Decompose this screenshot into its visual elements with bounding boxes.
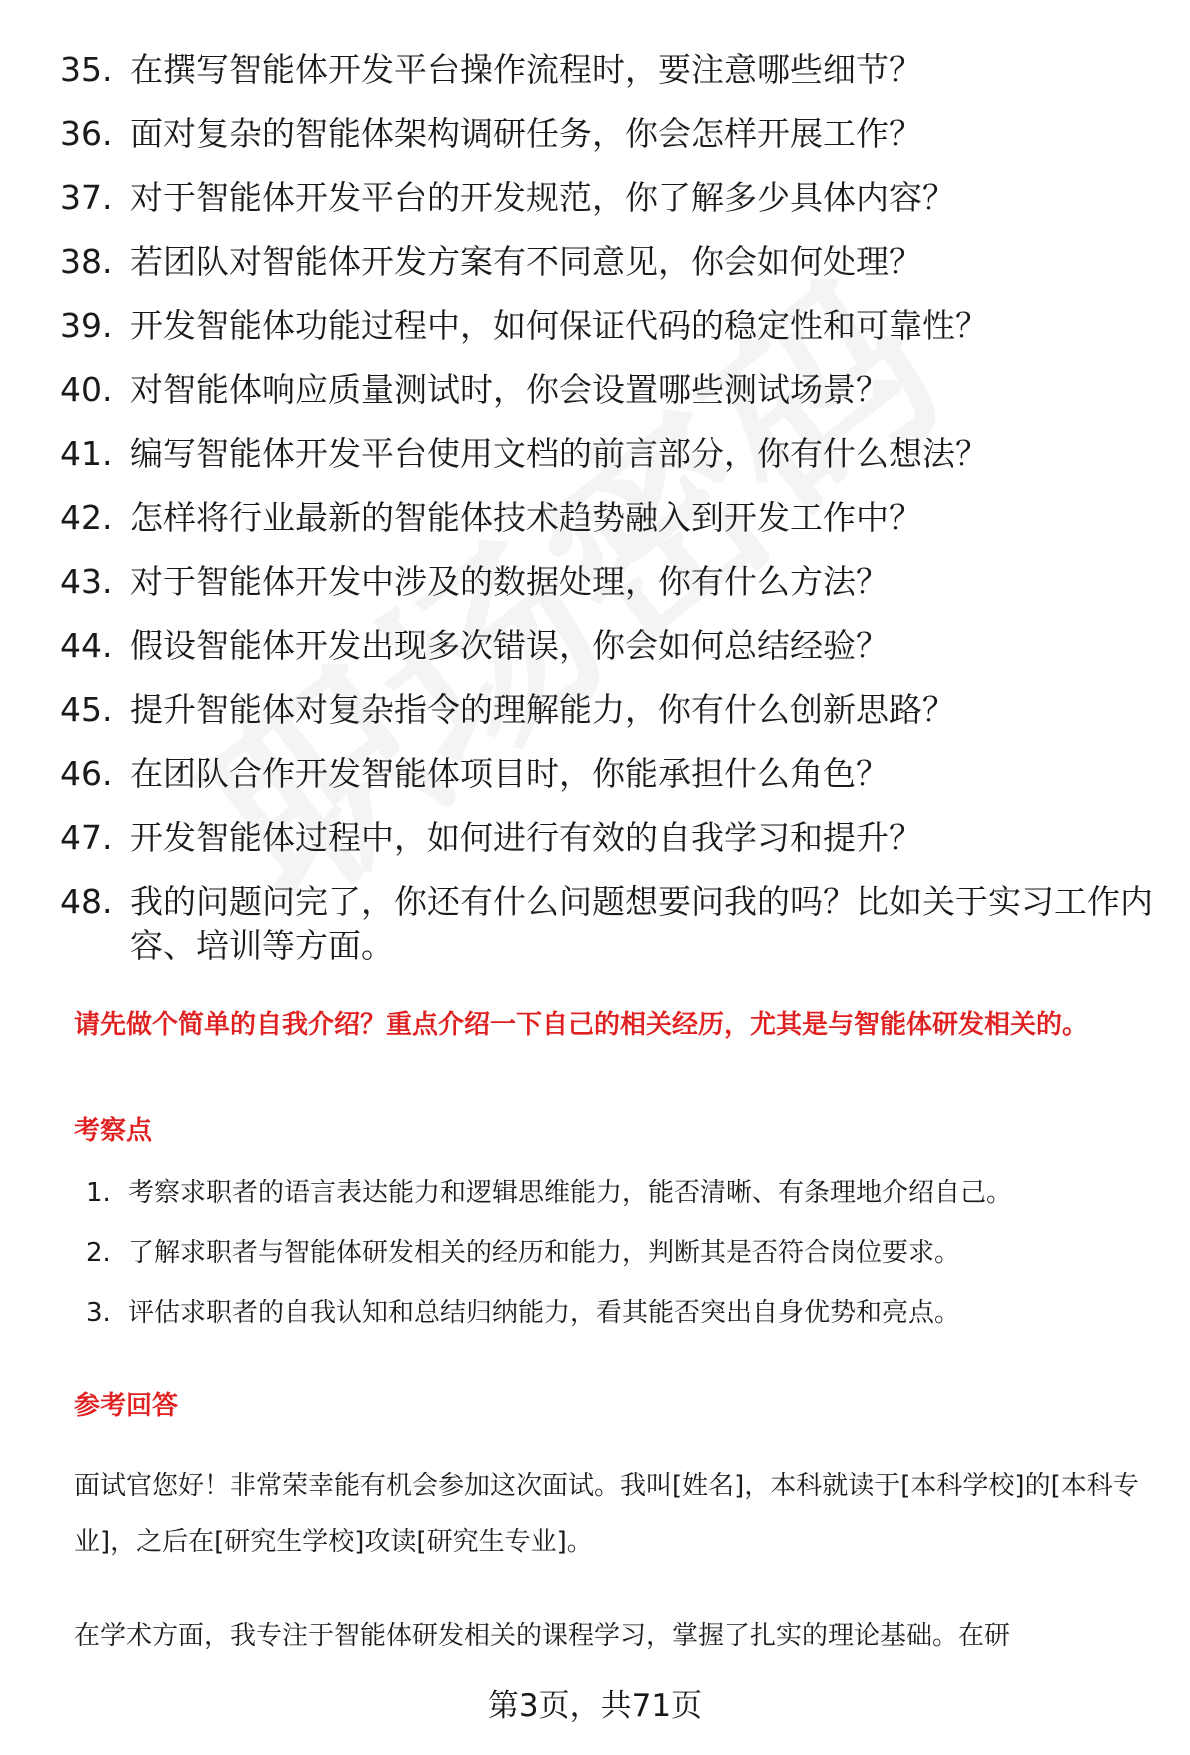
item-number: 45. (60, 690, 113, 729)
list-item (60, 176, 1160, 220)
list-item (60, 688, 1160, 732)
list-item (60, 304, 1160, 348)
item-text: 对于智能体开发平台的开发规范，你了解多少具体内容？ (130, 178, 955, 217)
item-text: 提升智能体对复杂指令的理解能力，你有什么创新思路？ (130, 690, 955, 729)
item-number: 42. (60, 498, 113, 537)
item-text: 编写智能体开发平台使用文档的前言部分，你有什么想法？ (130, 434, 988, 473)
item-text: 对智能体响应质量测试时，你会设置哪些测试场景？ (130, 370, 889, 409)
question-heading: 请先做个简单的自我介绍？重点介绍一下自己的相关经历，尤其是与智能体研发相关的。 (74, 1010, 1089, 1040)
item-number: 47. (60, 818, 113, 857)
item-number: 39. (60, 306, 113, 345)
points-label: 考察点 (74, 1116, 153, 1146)
page-footer: 第3页，共71页 (487, 1688, 703, 1724)
item-text: 怎样将行业最新的智能体技术趋势融入到开发工作中？ (130, 498, 922, 537)
item-number: 3. (86, 1298, 111, 1328)
item-number: 40. (60, 370, 113, 409)
item-number: 36. (60, 114, 113, 153)
list-item (60, 368, 1160, 412)
item-text: 开发智能体功能过程中，如何保证代码的稳定性和可靠性？ (130, 306, 988, 345)
question-list (60, 48, 1160, 988)
item-text: 在撰写智能体开发平台操作流程时，要注意哪些细节？ (130, 50, 922, 89)
item-number: 37. (60, 178, 113, 217)
item-number: 44. (60, 626, 113, 665)
item-text: 考察求职者的语言表达能力和逻辑思维能力，能否清晰、有条理地介绍自己。 (128, 1178, 1013, 1208)
list-item (60, 624, 1160, 668)
item-text: 在团队合作开发智能体项目时，你能承担什么角色？ (130, 754, 889, 793)
item-text: 开发智能体过程中，如何进行有效的自我学习和提升？ (130, 818, 922, 857)
list-item (86, 1175, 1166, 1211)
list-item (60, 240, 1160, 284)
item-text: 评估求职者的自我认知和总结归纳能力，看其能否突出自身优势和亮点。 (128, 1298, 961, 1328)
list-item (60, 112, 1160, 156)
list-item (60, 752, 1160, 796)
list-item (86, 1295, 1166, 1331)
item-number: 46. (60, 754, 113, 793)
points-list (86, 1175, 1166, 1355)
item-number: 2. (86, 1238, 111, 1268)
list-item (60, 496, 1160, 540)
list-item (60, 816, 1160, 860)
answer-label: 参考回答 (74, 1391, 179, 1421)
item-number: 35. (60, 50, 113, 89)
list-item (60, 560, 1160, 604)
item-text: 我的问题问完了，你还有什么问题想要问我的吗？比如关于实习工作内容、培训等方面。 (130, 882, 1153, 965)
answer-paragraph: 在学术方面，我专注于智能体研发相关的课程学习，掌握了扎实的理论基础。在研 (74, 1621, 1011, 1651)
item-number: 38. (60, 242, 113, 281)
list-item (60, 880, 1160, 968)
item-number: 41. (60, 434, 113, 473)
item-text: 面对复杂的智能体架构调研任务，你会怎样开展工作？ (130, 114, 922, 153)
item-number: 48. (60, 882, 113, 921)
list-item (60, 48, 1160, 92)
item-text: 了解求职者与智能体研发相关的经历和能力，判断其是否符合岗位要求。 (128, 1238, 961, 1268)
list-item (86, 1235, 1166, 1271)
item-text: 对于智能体开发中涉及的数据处理，你有什么方法？ (130, 562, 889, 601)
item-text: 若团队对智能体开发方案有不同意见，你会如何处理？ (130, 242, 922, 281)
list-item (60, 432, 1160, 476)
item-number: 43. (60, 562, 113, 601)
item-number: 1. (86, 1178, 111, 1208)
answer-paragraph: 面试官您好！非常荣幸能有机会参加这次面试。我叫[姓名]，本科就读于[本科学校]的[本科专业]，之后在[研究生学校]攻读[研究生专业]。 (74, 1471, 1139, 1557)
item-text: 假设智能体开发出现多次错误，你会如何总结经验？ (130, 626, 889, 665)
